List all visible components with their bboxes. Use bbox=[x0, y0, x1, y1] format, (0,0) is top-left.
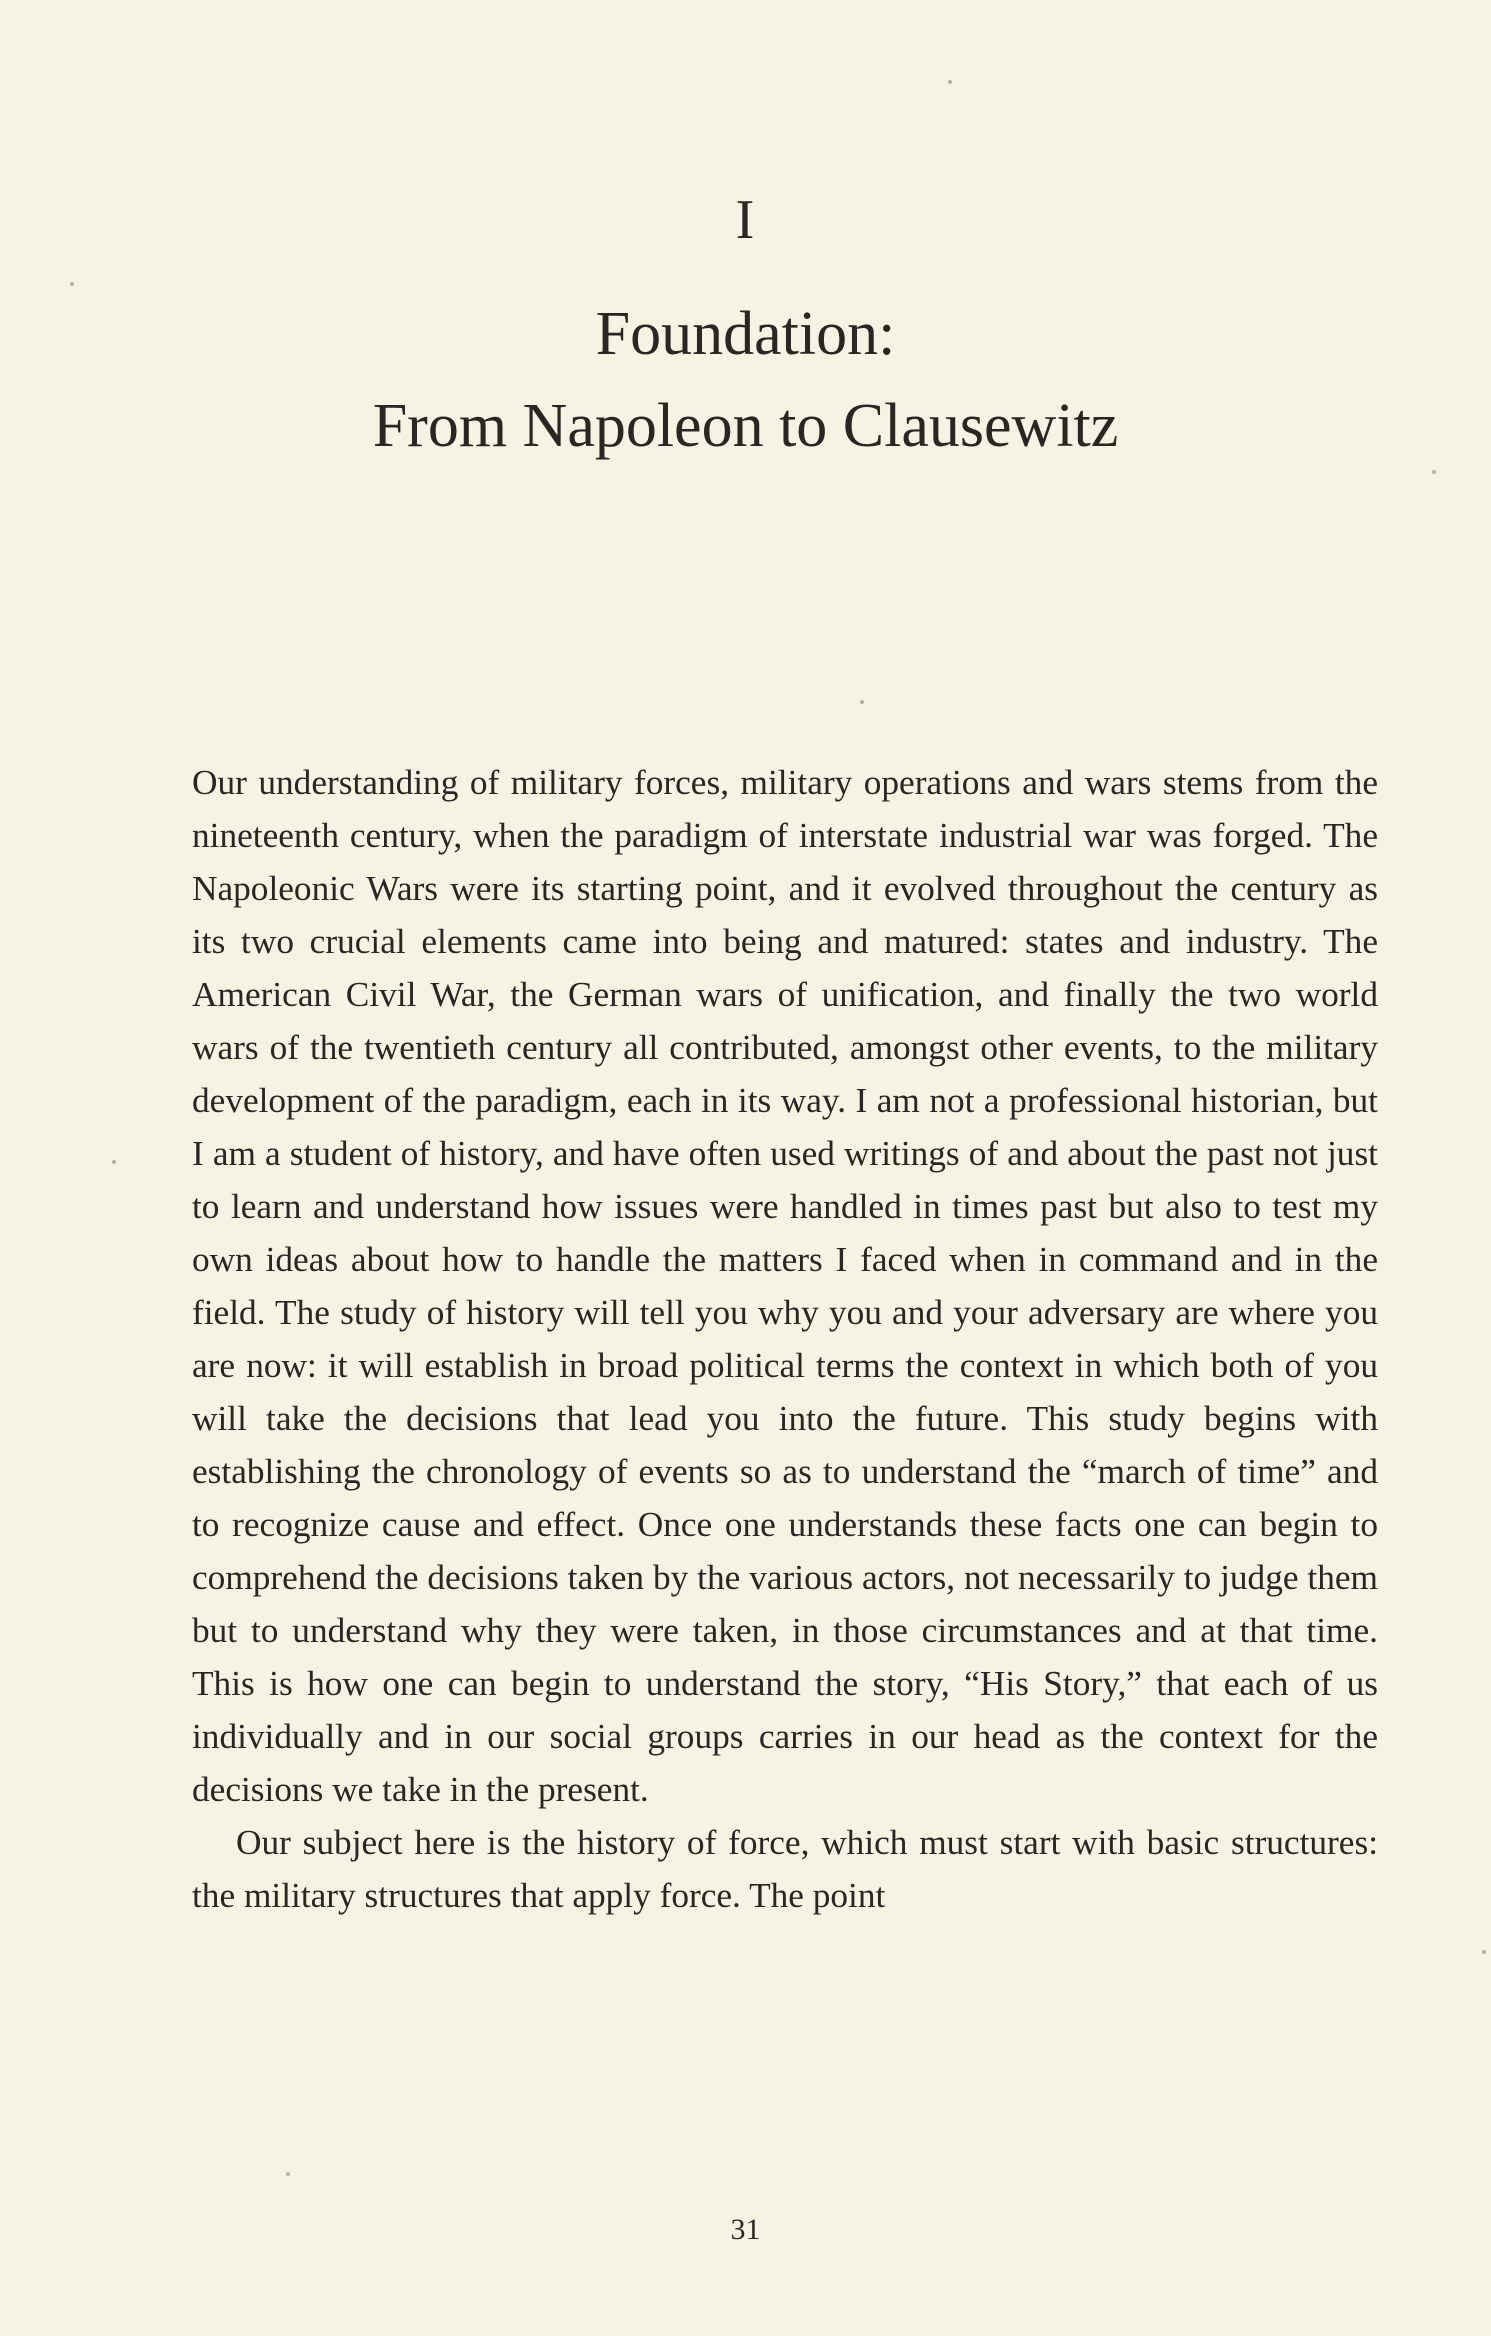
paper-speck bbox=[1432, 470, 1436, 474]
chapter-title bbox=[0, 288, 1491, 472]
paper-speck bbox=[112, 1160, 116, 1164]
page-number: 31 bbox=[730, 2213, 761, 2246]
paper-speck bbox=[70, 282, 74, 286]
chapter-number: I bbox=[735, 189, 756, 251]
paper-speck bbox=[860, 700, 864, 704]
paragraph-1: Our understanding of military forces, military operations and wars stems from the nineteenth century, when the paradigm of interstate industrial war was forged. The Napoleonic Wars were its starting point, and it evolved throughout the century as its two crucial elements came into being and matured: states and industry. The American Civil War, the German wars of unification, and finally the two world wars of the twentieth century all contributed, amongst other events, to the military development of the paradigm, each in its way. I am not a professional historian, but I am a student of history, and have often used writings of and about the past not just to learn and understand how issues were handled in times past but also to test my own ideas about how to handle the matters I faced when in command and in the field. The study of history will tell you why you and your adversary are where you are now: it will establish in broad political terms the context in which both of you will take the decisions that lead you into the future. This study begins with establishing the chronology of events so as to understand the “march of time” and to recognize cause and effect. Once one understands these facts one can begin to comprehend the decisions taken by the various actors, not necessarily to judge them but to understand why they were taken, in those circumstances and at that time. This is how one can begin to understand the story, “His Story,” that each of us individually and in our social groups carries in our head as the context for the decisions we take in the present. bbox=[192, 763, 1378, 1809]
body-text bbox=[192, 756, 1378, 1922]
paper-speck bbox=[1482, 1950, 1486, 1954]
chapter-title-line-1: Foundation: bbox=[595, 300, 896, 368]
paper-speck bbox=[286, 2172, 290, 2176]
paper-speck bbox=[948, 80, 952, 84]
chapter-title-line-2: From Napoleon to Clausewitz bbox=[372, 392, 1119, 460]
paragraph-2: Our subject here is the history of force, which must start with basic structures: the military structures that apply force. The point bbox=[192, 1823, 1378, 1915]
